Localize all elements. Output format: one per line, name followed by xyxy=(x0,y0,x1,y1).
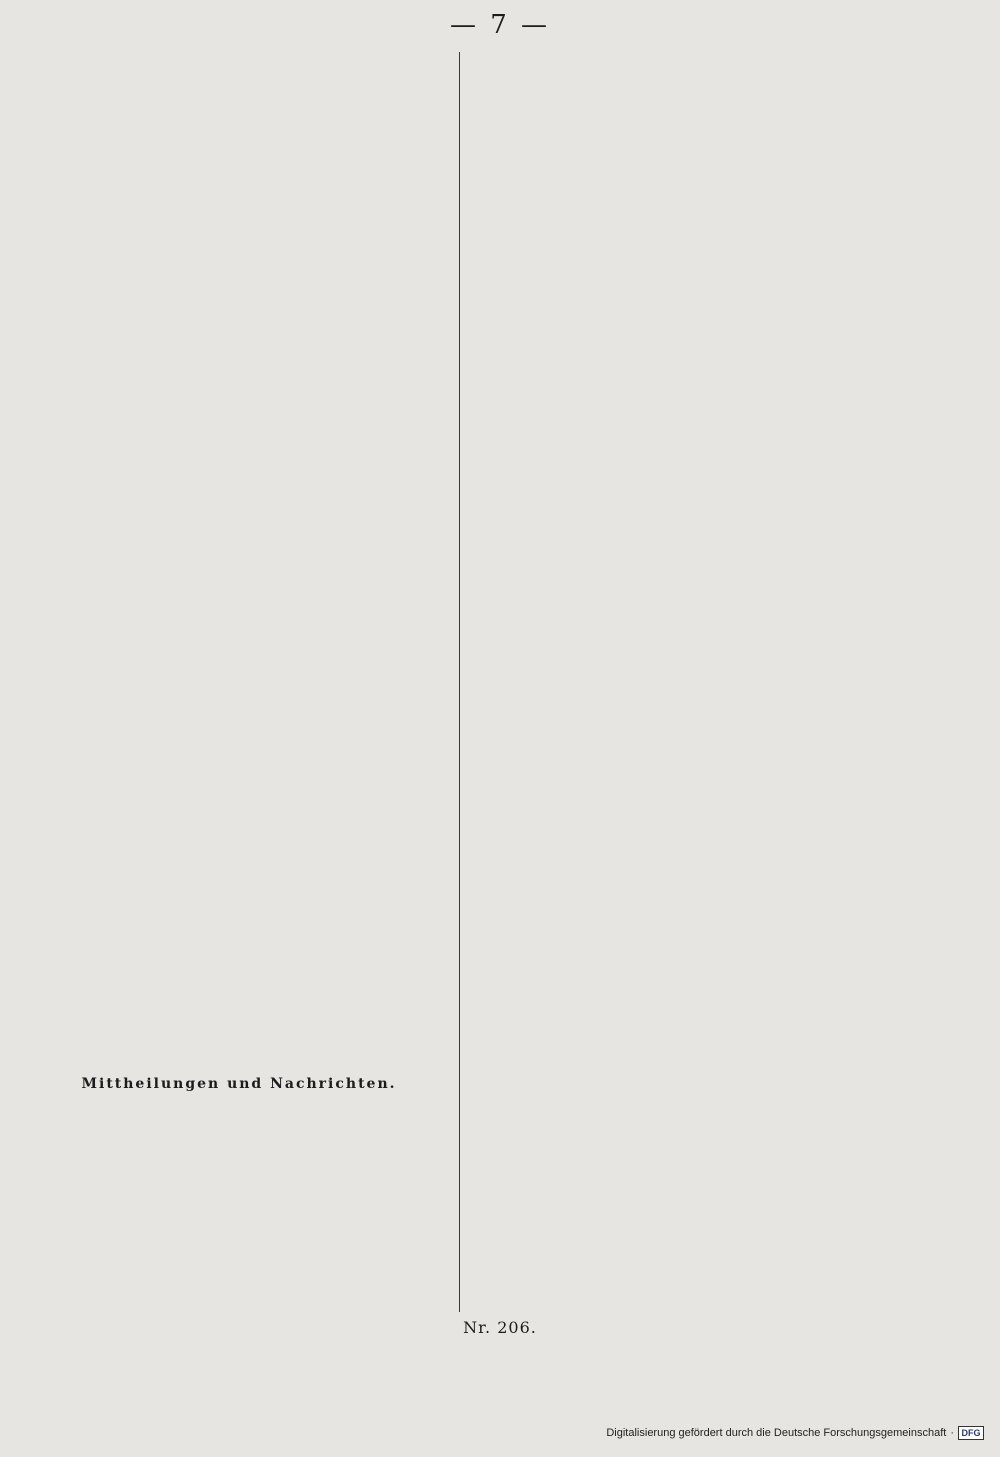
text-line xyxy=(27,442,451,463)
text-line xyxy=(27,237,451,258)
text-line xyxy=(470,495,904,516)
text-line xyxy=(27,1390,451,1411)
text-line xyxy=(27,544,451,565)
text-line xyxy=(470,1130,904,1151)
text-line xyxy=(27,93,451,114)
news-text-continued xyxy=(470,52,904,462)
text-line xyxy=(470,1335,904,1356)
text-line xyxy=(470,1028,904,1049)
text-line xyxy=(27,524,451,545)
text-line xyxy=(27,483,451,504)
text-line xyxy=(470,720,904,741)
text-line xyxy=(27,778,451,799)
text-line xyxy=(27,1431,451,1452)
text-line xyxy=(470,237,904,258)
left-column xyxy=(27,52,451,1457)
text-line xyxy=(27,196,451,217)
text-line xyxy=(27,1287,451,1308)
text-line xyxy=(470,339,904,360)
text-line xyxy=(27,216,451,237)
text-line xyxy=(470,700,904,721)
text-line xyxy=(470,155,904,176)
text-line xyxy=(470,298,904,319)
text-line xyxy=(470,380,904,401)
text-line xyxy=(27,757,451,778)
text-line xyxy=(27,901,451,922)
text-line xyxy=(27,860,451,881)
text-line xyxy=(470,196,904,217)
text-line xyxy=(470,597,904,618)
text-line xyxy=(27,1267,451,1288)
text-line xyxy=(470,1151,904,1172)
text-line xyxy=(27,1205,451,1226)
text-line xyxy=(27,339,451,360)
text-line xyxy=(27,1410,451,1431)
text-line xyxy=(27,647,451,668)
text-line xyxy=(470,278,904,299)
text-line xyxy=(470,925,904,946)
text-line xyxy=(470,1294,904,1315)
text-line xyxy=(27,503,451,524)
footer-credit xyxy=(606,1426,984,1440)
text-line xyxy=(27,114,451,135)
text-line xyxy=(27,1003,451,1024)
text-line xyxy=(27,134,451,155)
text-line xyxy=(27,1103,451,1124)
text-line xyxy=(470,73,904,94)
text-line xyxy=(27,1226,451,1247)
text-line xyxy=(470,1438,904,1457)
text-line xyxy=(27,462,451,483)
text-line xyxy=(470,884,904,905)
text-line xyxy=(27,565,451,586)
dfg-logo: · xyxy=(950,1427,954,1439)
text-line xyxy=(470,52,904,73)
text-line xyxy=(27,839,451,860)
text-line xyxy=(470,1007,904,1028)
text-line xyxy=(27,380,451,401)
text-line xyxy=(470,93,904,114)
article-paragraph-2 xyxy=(27,737,451,1045)
text-line xyxy=(470,474,904,495)
text-line xyxy=(27,421,451,442)
text-line xyxy=(470,741,904,762)
text-line xyxy=(27,1144,451,1165)
text-line xyxy=(27,983,451,1004)
text-line xyxy=(27,667,451,688)
text-line xyxy=(470,114,904,135)
text-line xyxy=(470,782,904,803)
text-line xyxy=(27,1349,451,1370)
text-line xyxy=(27,257,451,278)
text-line xyxy=(27,585,451,606)
text-line xyxy=(27,1369,451,1390)
text-line xyxy=(470,1274,904,1295)
text-line xyxy=(27,688,451,709)
column-divider xyxy=(459,52,460,1312)
text-line xyxy=(27,1024,451,1045)
text-line xyxy=(27,737,451,758)
text-line xyxy=(27,606,451,627)
planet-article xyxy=(470,474,904,1457)
text-line xyxy=(27,401,451,422)
text-line xyxy=(27,942,451,963)
issue-number: Nr. 206. xyxy=(463,1318,537,1337)
page-number: — 7 — xyxy=(449,10,551,40)
text-line xyxy=(470,1110,904,1131)
text-line xyxy=(27,819,451,840)
section-heading: Mittheilungen und Nachrichten. xyxy=(81,1076,397,1092)
text-line xyxy=(470,905,904,926)
dfg-logo-icon: DFG xyxy=(958,1426,984,1440)
text-line xyxy=(27,175,451,196)
text-line xyxy=(27,52,451,73)
text-line xyxy=(27,278,451,299)
text-line xyxy=(27,298,451,319)
text-line xyxy=(27,921,451,942)
news-text xyxy=(27,1103,451,1457)
article-text xyxy=(27,52,451,729)
text-line xyxy=(470,1089,904,1110)
text-line xyxy=(27,360,451,381)
text-line xyxy=(470,1233,904,1254)
text-line xyxy=(470,987,904,1008)
text-line xyxy=(27,1451,451,1457)
text-line xyxy=(470,761,904,782)
text-line xyxy=(470,1192,904,1213)
text-line xyxy=(470,401,904,422)
text-line xyxy=(470,966,904,987)
text-line xyxy=(27,626,451,647)
text-line xyxy=(470,1376,904,1397)
text-line xyxy=(470,679,904,700)
right-column xyxy=(470,52,904,1457)
text-line xyxy=(470,1397,904,1418)
text-line xyxy=(27,798,451,819)
text-line xyxy=(470,556,904,577)
text-line xyxy=(27,73,451,94)
text-line xyxy=(470,802,904,823)
text-line xyxy=(27,1164,451,1185)
text-line xyxy=(27,155,451,176)
text-line xyxy=(470,864,904,885)
text-line xyxy=(470,515,904,536)
text-line xyxy=(470,134,904,155)
text-line xyxy=(470,1069,904,1090)
footer-text: Digitalisierung gefördert durch die Deutsche Forschungsgemeinschaft xyxy=(606,1427,947,1439)
text-line xyxy=(470,823,904,844)
text-line xyxy=(470,577,904,598)
text-line xyxy=(470,442,904,463)
text-line xyxy=(27,708,451,729)
text-line xyxy=(470,843,904,864)
text-line xyxy=(470,175,904,196)
text-line xyxy=(27,1185,451,1206)
text-line xyxy=(470,216,904,237)
text-line xyxy=(470,638,904,659)
text-line xyxy=(470,1171,904,1192)
text-line xyxy=(470,536,904,557)
text-line xyxy=(470,421,904,442)
text-line xyxy=(470,1048,904,1069)
text-line xyxy=(470,1253,904,1274)
text-line xyxy=(27,319,451,340)
text-line xyxy=(27,1246,451,1267)
text-line xyxy=(470,360,904,381)
text-line xyxy=(27,880,451,901)
text-line xyxy=(470,257,904,278)
text-line xyxy=(470,319,904,340)
text-line xyxy=(470,618,904,639)
text-line xyxy=(470,1356,904,1377)
text-line xyxy=(470,659,904,680)
text-line xyxy=(470,1212,904,1233)
text-line xyxy=(27,1123,451,1144)
text-line xyxy=(27,962,451,983)
text-line xyxy=(470,946,904,967)
